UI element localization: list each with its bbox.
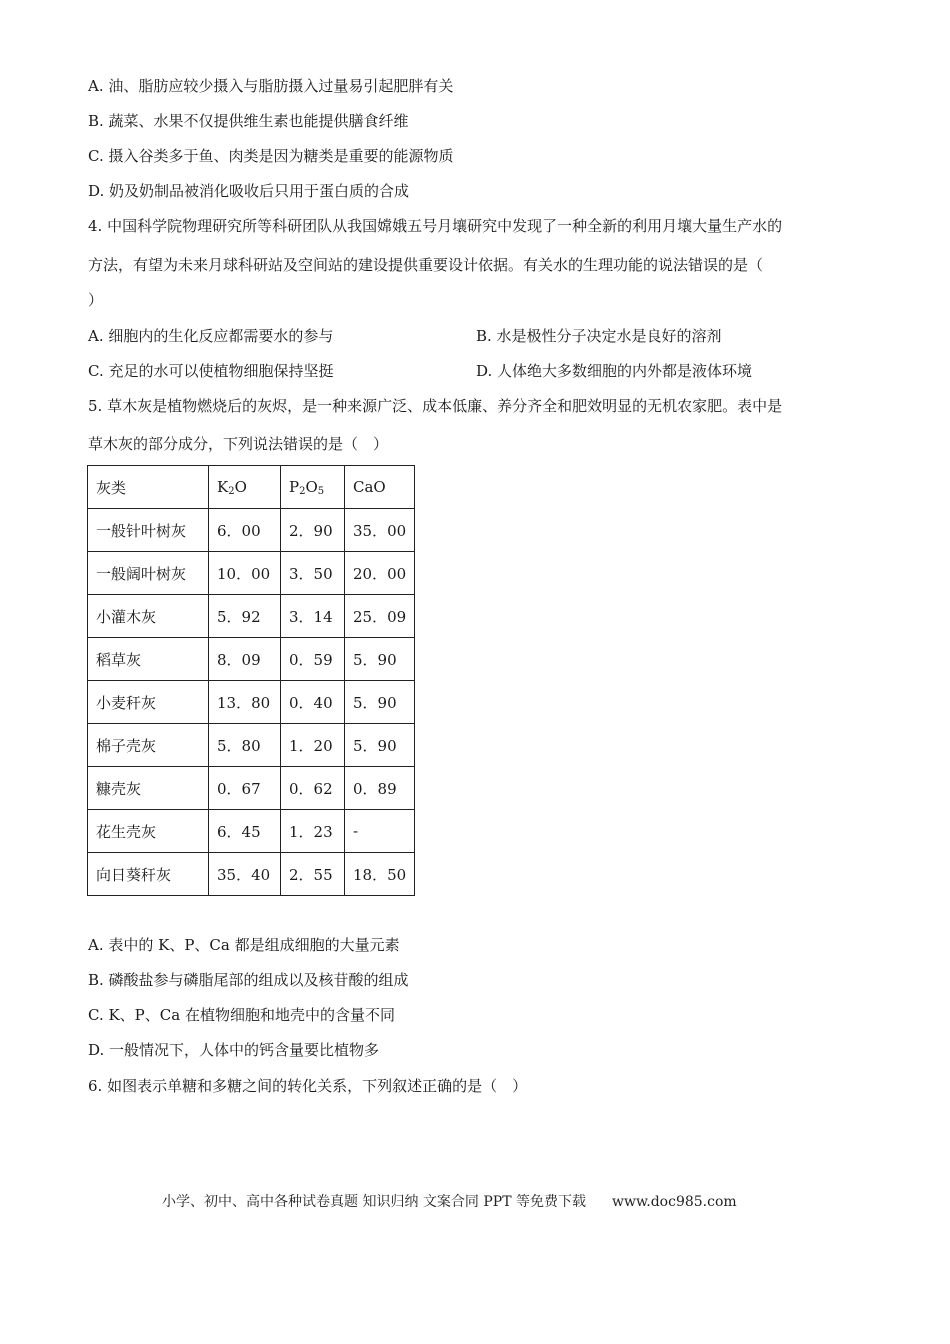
cell-p2o5: 2．55 (281, 853, 345, 896)
cell-ash-type: 一般阔叶树灰 (88, 552, 209, 595)
cell-ash-type: 棉子壳灰 (88, 724, 209, 767)
cell-ash-type: 花生壳灰 (88, 810, 209, 853)
cell-k2o: 5．92 (209, 595, 281, 638)
header-k2o: $K_2O$ (209, 466, 281, 509)
cell-k2o: 0．67 (209, 767, 281, 810)
q4-stem-line3: ） (88, 291, 104, 309)
cell-cao: - (345, 810, 415, 853)
cell-cao: 20．00 (345, 552, 415, 595)
table-row (88, 853, 415, 896)
table-row (88, 638, 415, 681)
cell-k2o: 6．00 (209, 509, 281, 552)
cell-p2o5: 1．20 (281, 724, 345, 767)
q4-option-a: A. 细胞内的生化反应都需要水的参与 (88, 327, 334, 345)
cell-p2o5: 3．14 (281, 595, 345, 638)
cell-k2o: 6．45 (209, 810, 281, 853)
q4-option-c: C. 充足的水可以使植物细胞保持坚挺 (88, 362, 334, 380)
header-p2o5: $P_2O_5$ (281, 466, 345, 509)
q4-option-b: B. 水是极性分子决定水是良好的溶剂 (476, 327, 722, 345)
cell-p2o5: 1．23 (281, 810, 345, 853)
cell-p2o5: 0．59 (281, 638, 345, 681)
table-row (88, 552, 415, 595)
table-row (88, 724, 415, 767)
cell-ash-type: 一般针叶树灰 (88, 509, 209, 552)
cell-cao: 5．90 (345, 724, 415, 767)
q3-option-d: D. 奶及奶制品被消化吸收后只用于蛋白质的合成 (88, 182, 410, 200)
q5-stem-line2: 草木灰的部分成分，下列说法错误的是（ ） (88, 435, 389, 453)
q4-stem-line1: 4. 中国科学院物理研究所等科研团队从我国嫦娥五号月壤研究中发现了一种全新的利用月壤大量生产水的 (88, 217, 783, 235)
q3-option-a: A. 油、脂肪应较少摄入与脂肪摄入过量易引起肥胖有关 (88, 77, 454, 95)
cell-ash-type: 糠壳灰 (88, 767, 209, 810)
ash-composition-table (87, 465, 415, 896)
cell-k2o: 10．00 (209, 552, 281, 595)
q6-stem: 6. 如图表示单糖和多糖之间的转化关系，下列叙述正确的是（ ） (88, 1077, 528, 1095)
header-ash-type: 灰类 (88, 466, 209, 509)
q3-option-c: C. 摄入谷类多于鱼、肉类是因为糖类是重要的能源物质 (88, 147, 454, 165)
cell-p2o5: 2．90 (281, 509, 345, 552)
cell-k2o: 5．80 (209, 724, 281, 767)
table-row (88, 767, 415, 810)
cell-k2o: 8．09 (209, 638, 281, 681)
footer-text: 小学、初中、高中各种试卷真题 知识归纳 文案合同 PPT 等免费下载 (162, 1194, 586, 1210)
cell-k2o: 35．40 (209, 853, 281, 896)
cell-cao: 18．50 (345, 853, 415, 896)
table-row (88, 810, 415, 853)
q4-stem-line2: 方法，有望为未来月球科研站及空间站的建设提供重要设计依据。有关水的生理功能的说法错误的是（ (88, 256, 764, 274)
cell-p2o5: 3．50 (281, 552, 345, 595)
cell-cao: 35．00 (345, 509, 415, 552)
header-cao: CaO (345, 466, 415, 509)
q5-option-b: B. 磷酸盐参与磷脂尾部的组成以及核苷酸的组成 (88, 971, 409, 989)
cell-cao: 5．90 (345, 638, 415, 681)
cell-ash-type: 稻草灰 (88, 638, 209, 681)
cell-p2o5: 0．40 (281, 681, 345, 724)
cell-k2o: 13．80 (209, 681, 281, 724)
cell-cao: 5．90 (345, 681, 415, 724)
footer-url[interactable]: www.doc985.com (611, 1194, 737, 1210)
q5-stem-line1: 5. 草木灰是植物燃烧后的灰烬，是一种来源广泛、成本低廉、养分齐全和肥效明显的无机农家肥。表中是 (88, 397, 783, 415)
cell-cao: 0．89 (345, 767, 415, 810)
cell-p2o5: 0．62 (281, 767, 345, 810)
table-header-row (88, 466, 415, 509)
page-footer (162, 1191, 737, 1211)
cell-ash-type: 小灌木灰 (88, 595, 209, 638)
table-row (88, 509, 415, 552)
cell-ash-type: 小麦秆灰 (88, 681, 209, 724)
q5-option-c: C. K、P、Ca 在植物细胞和地壳中的含量不同 (88, 1006, 395, 1024)
q4-option-d: D. 人体绝大多数细胞的内外都是液体环境 (476, 362, 753, 380)
cell-cao: 25．09 (345, 595, 415, 638)
table-row (88, 681, 415, 724)
q3-option-b: B. 蔬菜、水果不仅提供维生素也能提供膳食纤维 (88, 112, 409, 130)
q5-option-a: A. 表中的 K、P、Ca 都是组成细胞的大量元素 (88, 936, 400, 954)
q5-option-d: D. 一般情况下，人体中的钙含量要比植物多 (88, 1041, 380, 1059)
cell-ash-type: 向日葵秆灰 (88, 853, 209, 896)
table-row (88, 595, 415, 638)
